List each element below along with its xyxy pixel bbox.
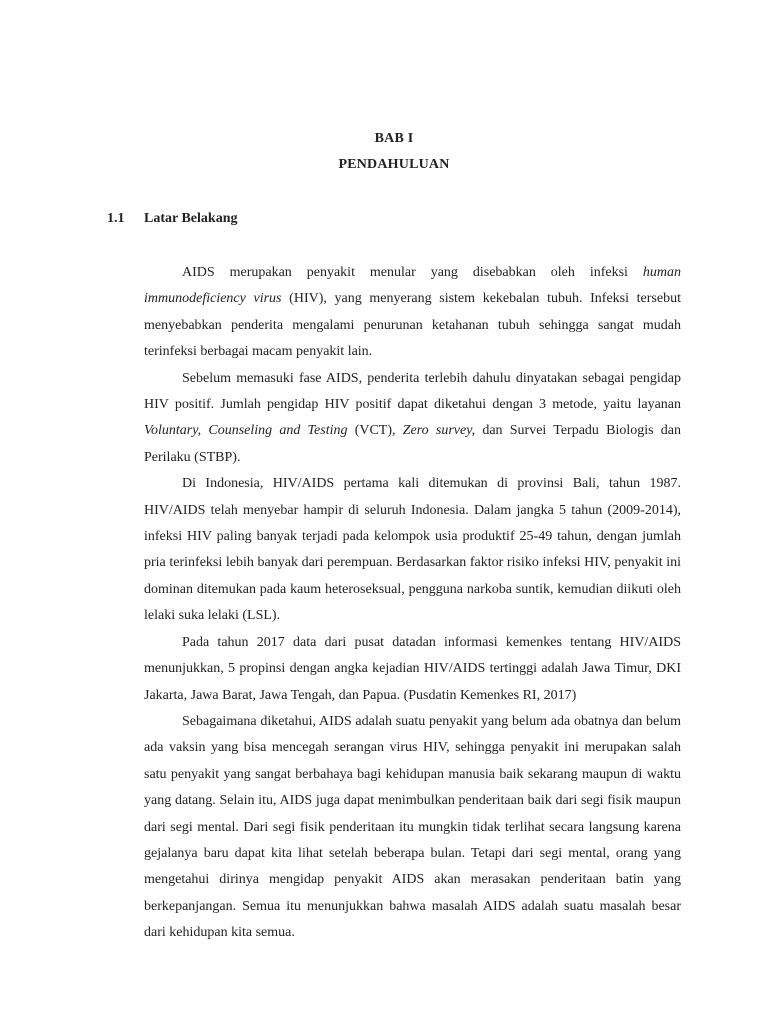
paragraph-2 [144, 366, 681, 472]
paragraph-2-text-b: (VCT), [347, 423, 403, 439]
paragraph-1 [144, 260, 681, 366]
section-heading [107, 211, 237, 227]
section-number: 1.1 [107, 211, 125, 226]
paragraph-4: Pada tahun 2017 data dari pusat datadan informasi kemenkes tentang HIV/AIDS menunjukkan, 5 propinsi dengan angka kejadian HIV/AIDS tertinggi adalah Jawa Timur, DKI Jakarta, Jawa Barat, Jawa Tengah, dan Papua. (Pusdatin Kemenkes RI, 2017) [144, 634, 681, 703]
paragraph-1-text-a: AIDS merupakan penyakit menular yang disebabkan oleh infeksi [182, 265, 643, 280]
paragraph-5: Sebagaimana diketahui, AIDS adalah suatu penyakit yang belum ada obatnya dan belum ada vaksin yang bisa mencegah serangan virus HIV, sehingga penyakit ini merupakan salah satu penyakit yang sangat berbahaya bagi kehidupan manusia baik sekarang maupun di waktu yang datang. Selain itu, AIDS juga dapat menimbulkan penderitaan baik dari segi fisik maupun dari segi mental. Dari segi fisik penderitaan itu mungkin tidak terlihat secara langsung karena gejalanya baru dapat kita lihat setelah beberapa bulan. Tetapi dari segi mental, orang yang mengetahui dirinya mengidap penyakit AIDS akan merasakan penderitaan batin yang berkepanjangan. Semua itu menunjukkan bahwa masalah AIDS adalah suatu masalah besar dari kehidupan kita semua. [144, 713, 681, 941]
paragraph-2-term-1: Voluntary, Counseling and Testing [144, 423, 348, 439]
paragraph-2-text-a: Sebelum memasuki fase AIDS, penderita terlebih dahulu dinyatakan sebagai pengidap HIV positif. Jumlah pengidap HIV positif dapat diketahui dengan 3 metode, yaitu layanan [144, 370, 681, 413]
paragraph-2-term-2: Zero survey, [402, 423, 476, 439]
section-title: Latar Belakang [144, 211, 238, 226]
paragraph-2-text-c: dan Survei Terpadu Biologis dan Perilaku (STBP). [144, 423, 681, 465]
paragraph-3: Di Indonesia, HIV/AIDS pertama kali ditemukan di provinsi Bali, tahun 1987. HIV/AIDS telah menyebar hampir di seluruh Indonesia. Dalam jangka 5 tahun (2009-2014), infeksi HIV paling banyak terjadi pada kelompok usia produktif 25-49 tahun, dengan jumlah pria terinfeksi lebih banyak dari perempuan. Berdasarkan faktor risiko infeksi HIV, penyakit ini dominan ditemukan pada kaum heteroseksual, pengguna narkoba suntik, kemudian diikuti oleh lelaki suka lelaki (LSL). [144, 476, 681, 624]
paragraph-1-term: human immunodeficiency virus [144, 265, 681, 307]
chapter-label: BAB I [374, 131, 414, 146]
chapter-title: PENDAHULUAN [338, 157, 450, 172]
body-text [144, 260, 681, 947]
paragraph-1-text-b: (HIV), yang menyerang sistem kekebalan tubuh. Infeksi tersebut menyebabkan penderita mengalami penurunan ketahanan tubuh sehingga sangat mudah terinfeksi berbagai macam penyakit lain. [144, 291, 681, 360]
